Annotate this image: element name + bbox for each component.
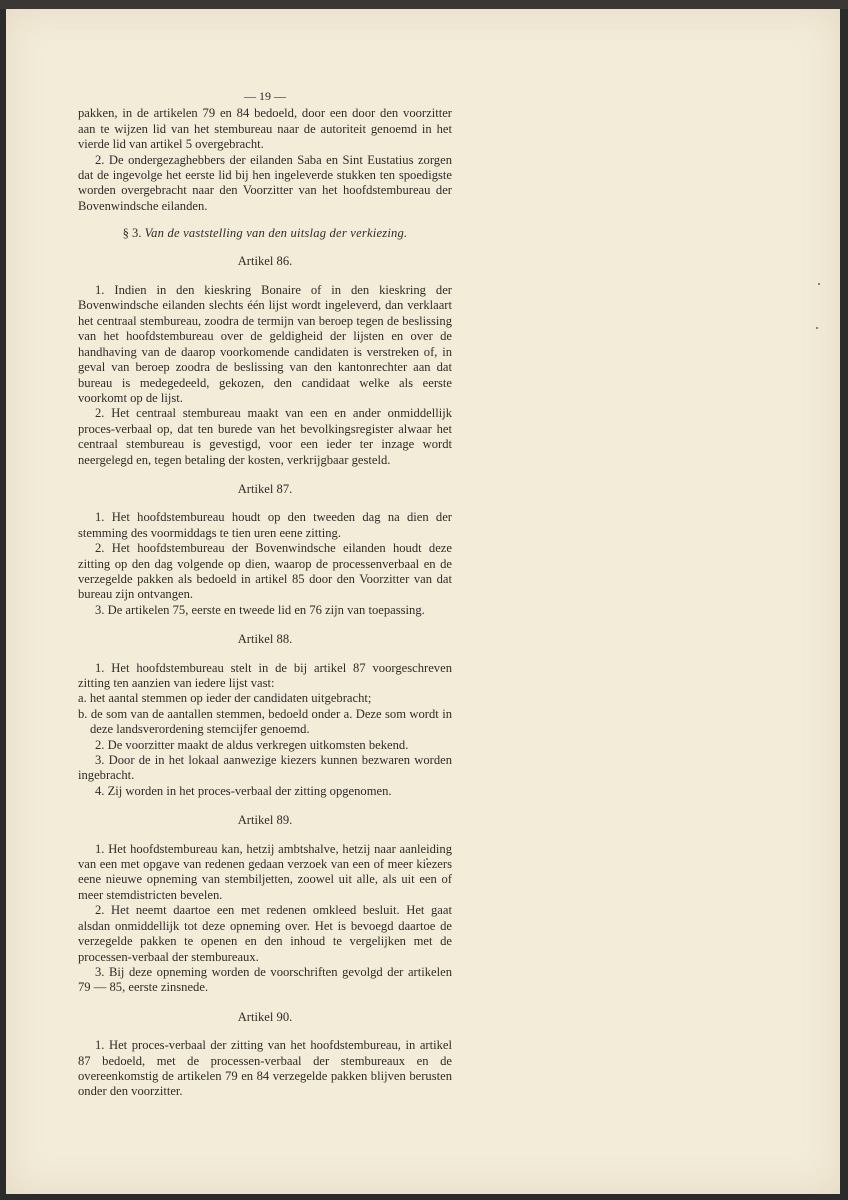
text-column — [78, 89, 452, 1100]
page-number: — 19 — — [244, 89, 286, 103]
article-heading: Artikel 87. — [237, 481, 293, 496]
article-heading: Artikel 88. — [237, 632, 293, 647]
article-heading: Artikel 89. — [237, 813, 293, 828]
paragraph: 3. Door de in het lokaal aanwezige kiezers kunnen bezwaren worden ingebracht. — [78, 753, 452, 783]
margin-mark — [816, 327, 818, 329]
paragraph: 3. De artikelen 75, eerste en tweede lid en 76 zijn van toepassing. — [95, 602, 425, 617]
paragraph: 2. Het centraal stembureau maakt van een en ander onmiddellijk proces-verbaal op, dat ten burede van het bevolkingsregister alwaar het centraal stembureau is gevestigd, voor een ieder ter inzage wordt neergelegd en, tegen betaling der kosten, verkrijgbaar gesteld. — [78, 406, 452, 467]
list-item: a. het aantal stemmen op ieder der candidaten uitgebracht; — [78, 691, 372, 706]
article-heading: Artikel 90. — [237, 1009, 293, 1024]
document-page — [6, 9, 840, 1194]
section-heading — [78, 226, 452, 241]
paragraph: 2. Het hoofdstembureau der Bovenwindsche eilanden houdt deze zitting op den dag volgende op dien, waarop de processenverbaal en de verzegelde pakken als bedoeld in artikel 85 door den Voorzitter van dat bureau zijn ontvangen. — [78, 541, 452, 602]
paragraph: 2. Het neemt daartoe een met redenen omkleed besluit. Het gaat alsdan onmiddellijk tot deze opneming over. Het is bevoegd daartoe de verzegelde pakken te openen en den inhoud te vergelijken met de processen-verbaal der stembureaux. — [78, 903, 452, 964]
paragraph: 2. De ondergezaghebbers der eilanden Saba en Sint Eustatius zorgen dat de ingevolge het eerste lid bij hen ingeleverde stukken ten spoedigste worden overgebracht naar den Voorzitter van het hoofdstembureau der Bovenwindsche eilanden. — [78, 152, 452, 213]
section-title: Van de vaststelling van den uitslag der verkiezing. — [144, 226, 408, 241]
article-heading: Artikel 86. — [237, 253, 293, 268]
paragraph: 1. Het hoofdstembureau stelt in de bij artikel 87 voorgeschreven zitting ten aanzien van iedere lijst vast: — [78, 660, 452, 690]
margin-mark — [818, 283, 820, 285]
list-item: b. de som van de aantallen stemmen, bedoeld onder a. Deze som wordt in deze landsverordening stemcijfer genoemd. — [78, 706, 452, 737]
paragraph: pakken, in de artikelen 79 en 84 bedoeld, door een door den voorzitter aan te wijzen lid van het stembureau naar de autoriteit genoemd in het vierde lid van artikel 5 overgebracht. — [78, 106, 452, 152]
scan-border — [0, 0, 848, 9]
paragraph: 1. Het hoofdstembureau kan, hetzij ambtshalve, hetzij naar aanleiding van een met opgave van redenen gedaan verzoek van een of meer kiezers eene nieuwe opneming van stembiljetten, zoowel uit alle, als uit een of meer stemdistricten bevelen. — [78, 841, 452, 902]
section-number: § 3. — [122, 226, 142, 241]
paragraph: 3. Bij deze opneming worden de voorschriften gevolgd der artikelen 79 — 85, eerste zinsnede. — [78, 964, 452, 995]
paragraph: 4. Zij worden in het proces-verbaal der zitting opgenomen. — [95, 783, 392, 798]
paragraph: 1. Indien in den kieskring Bonaire of in den kieskring der Bovenwindsche eilanden slechts één lijst wordt ingeleverd, dan verklaart het centraal stembureau, zoodra de termijn van beroep tegen de beslissing van het hoofdstembureau over de geldigheid der lijsten en over de handhaving van de daarop voorkomende candidaten is verstreken of, in geval van beroep zoodra de beslissing van den kantonrechter aan dat bureau is medegedeeld, gekozen, den candidaat welke als eerste voorkomt op de lijst. — [78, 283, 452, 405]
paragraph: 1. Het hoofdstembureau houdt op den tweeden dag na dien der stemming des voormiddags te tien uren eene zitting. — [78, 510, 452, 540]
paragraph: 1. Het proces-verbaal der zitting van het hoofdstembureau, in artikel 87 bedoeld, met de processen-verbaal der stembureaux en de overeenkomstig de artikelen 79 en 84 verzegelde pakken blijven berusten onder den voorzitter. — [78, 1038, 452, 1099]
paragraph: 2. De voorzitter maakt de aldus verkregen uitkomsten bekend. — [95, 737, 409, 752]
